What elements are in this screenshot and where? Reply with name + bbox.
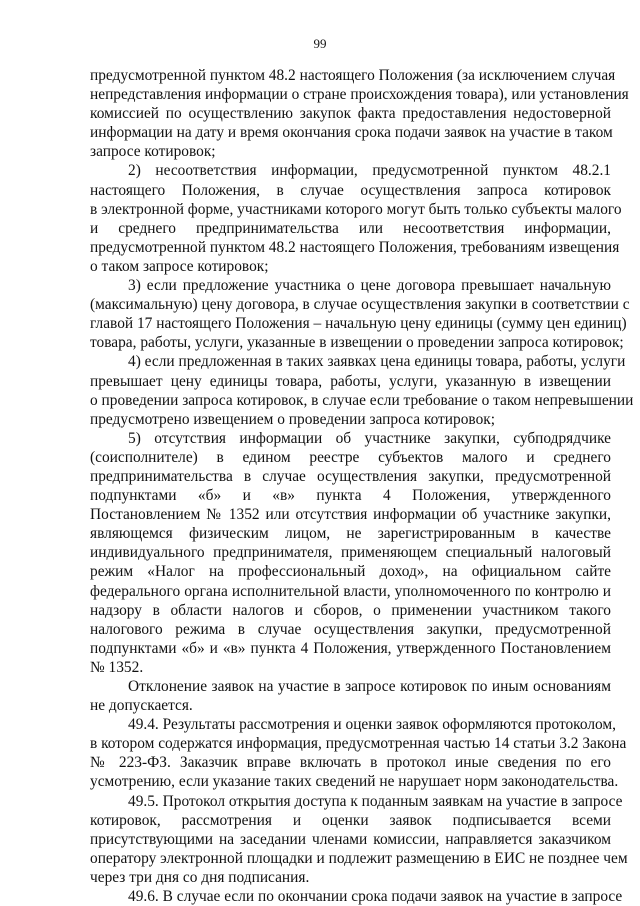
paragraph <box>90 677 611 715</box>
text-line: 3) если предложение участника о цене договора превышает начальную <box>128 277 611 295</box>
text-line: надзору в области налогов и сборов, о применении участником такого <box>90 601 611 619</box>
text-line: о таком запросе котировок; <box>90 257 269 275</box>
text-line: предпринимательства в случае осуществления закупки, предусмотренной <box>90 467 611 485</box>
text-line: через три дня со дня подписания. <box>90 868 310 886</box>
text-line: 49.5. Протокол открытия доступа к поданным заявкам на участие в запросе <box>128 792 623 810</box>
text-line: оператору электронной площадки и подлежит размещению в ЕИС не позднее чем <box>90 849 628 867</box>
text-line: товара, работы, услуги, указанные в извещении о проведении запроса котировок; <box>90 334 624 352</box>
page-number: 99 <box>313 36 327 51</box>
paragraph <box>90 352 634 428</box>
text-line: о проведении запроса котировок, в случае если требование о таком непревышении <box>90 391 634 409</box>
text-line: Отклонение заявок на участие в запросе котировок по иным основаниям <box>128 678 611 695</box>
text-line: 5) отсутствия информации об участнике закупки, субподрядчике <box>128 429 611 447</box>
text-line: предусмотрено извещением о проведении запроса котировок; <box>90 410 496 428</box>
text-line: № 1352. <box>90 658 144 676</box>
text-line: 2) несоответствия информации, предусмотренной пунктом 48.2.1 <box>128 162 611 180</box>
text-line: и среднего предпринимательства или несоответствия информации, <box>90 219 611 237</box>
text-line: индивидуального предпринимателя, применяющем специальный налоговый <box>90 544 611 562</box>
text-line: запросе котировок; <box>90 143 216 161</box>
text-line: (максимальную) цену договора, в случае осуществления закупки в соответствии с <box>90 296 630 314</box>
text-line: федерального органа исполнительной власти, уполномоченного по контролю и <box>90 582 611 600</box>
text-line: присутствующими на заседании членами комиссии, направляется заказчиком <box>90 830 611 848</box>
text-line: Постановлением № 1352 или отсутствия информации об участнике закупки, <box>90 506 611 524</box>
text-line: настоящего Положения, в случае осуществления запроса котировок <box>90 181 611 199</box>
text-line: не допускается. <box>90 697 193 715</box>
paragraph <box>90 429 611 677</box>
paragraph <box>90 887 623 906</box>
text-line: предусмотренной пунктом 48.2 настоящего Положения (за исключением случая <box>90 67 616 84</box>
text-line: 49.6. В случае если по окончании срока подачи заявок на участие в запросе <box>128 888 623 906</box>
text-line: подпунктами «б» и «в» пункта 4 Положения, утвержденного <box>90 487 611 505</box>
text-line: комиссией по осуществлению закупок факта предоставления недостоверной <box>90 105 611 123</box>
text-line: подпунктами «б» и «в» пункта 4 Положения, утвержденного Постановлением <box>90 639 611 657</box>
text-line: в котором содержатся информация, предусмотренная частью 14 статьи 3.2 Закона <box>90 735 627 753</box>
paragraph <box>90 66 629 161</box>
paragraph <box>90 715 627 791</box>
text-line: непредставления информации о стране происхождения товара), или установления <box>90 86 629 104</box>
text-line: превышает цену единицы товара, работы, услуги, указанную в извещении <box>90 372 611 390</box>
text-line: усмотрению, если указание таких сведений не нарушает норм законодательства. <box>90 773 619 791</box>
text-line: (соисполнителе) в едином реестре субъектов малого и среднего <box>90 448 611 466</box>
text-line: 4) если предложенная в таких заявках цена единицы товара, работы, услуги <box>128 353 626 371</box>
document-body <box>90 66 634 906</box>
paragraph <box>90 792 628 887</box>
text-line: предусмотренной пунктом 48.2 настоящего Положения, требованиям извещения <box>90 238 620 256</box>
text-line: главой 17 настоящего Положения – начальную цену единицы (сумму цен единиц) <box>90 315 627 333</box>
text-line: котировок, рассмотрения и оценки заявок подписывается всеми <box>90 811 611 829</box>
text-line: являющемся физическим лицом, не зарегистрированным в качестве <box>90 525 611 543</box>
paragraph <box>90 276 630 352</box>
text-line: № 223-ФЗ. Заказчик вправе включать в протокол иные сведения по его <box>90 754 611 772</box>
text-line: в электронной форме, участниками которого могут быть только субъекты малого <box>90 200 622 218</box>
text-line: 49.4. Результаты рассмотрения и оценки заявок оформляются протоколом, <box>128 716 617 734</box>
text-line: налогового режима в случае осуществления закупки, предусмотренной <box>90 620 611 638</box>
text-line: информации на дату и время окончания срока подачи заявок на участие в таком <box>90 124 613 142</box>
paragraph <box>90 161 622 276</box>
text-line: режим «Налог на профессиональный доход», на официальном сайте <box>90 563 611 581</box>
